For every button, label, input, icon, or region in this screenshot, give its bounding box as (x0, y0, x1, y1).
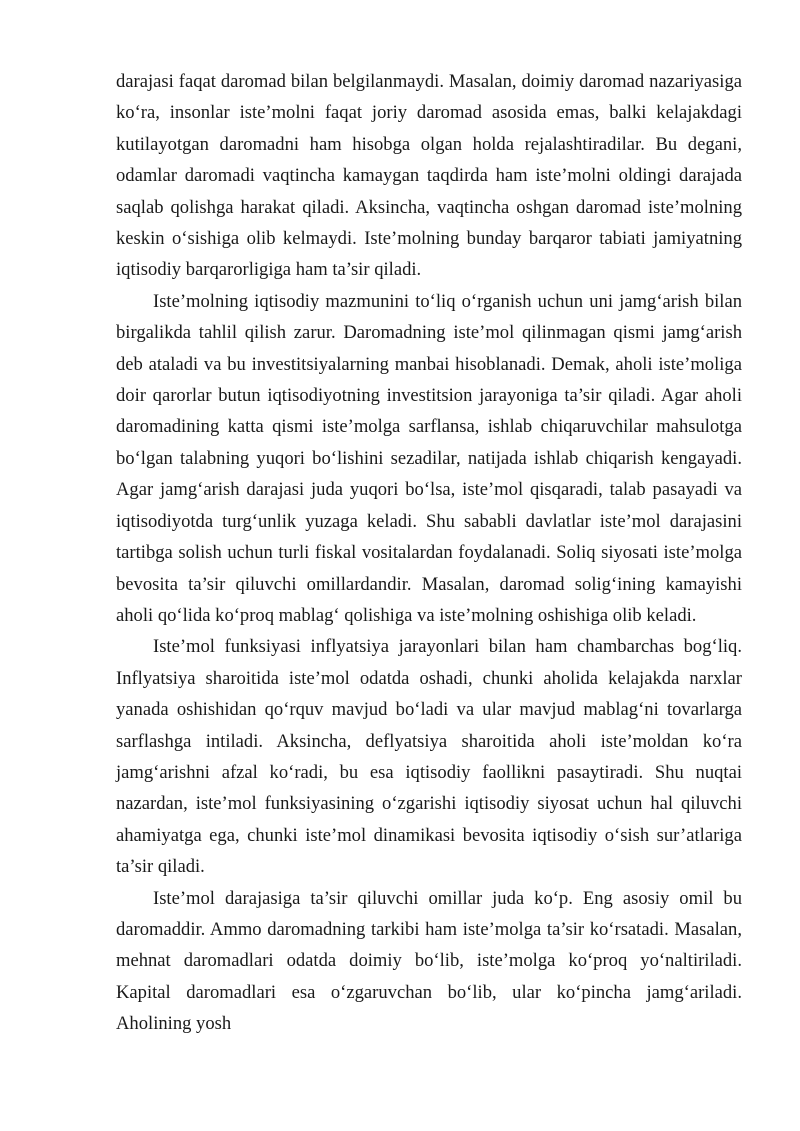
paragraph-2: Iste’molning iqtisodiy mazmunini to‘liq o‘rganish uchun uni jamg‘arish bilan birgalikda tahlil qilish zarur. Daromadning iste’mol qilinmagan qismi jamg‘arish deb ataladi va bu investitsiyalarning manbai hisoblanadi. Demak, aholi iste’moliga doir qarorlar butun iqtisodiyotning investitsion jarayoniga ta’sir qiladi. Agar aholi daromadining katta qismi iste’molga sarflansa, ishlab chiqaruvchilar mahsulotga bo‘lgan talabning yuqori bo‘lishini sezadilar, natijada ishlab chiqarish kengayadi. Agar jamg‘arish darajasi juda yuqori bo‘lsa, iste’mol qisqaradi, talab pasayadi va iqtisodiyotda turg‘unlik yuzaga keladi. Shu sababli davlatlar iste’mol darajasini tartibga solish uchun turli fiskal vositalardan foydalanadi. Soliq siyosati iste’molga bevosita ta’sir qiluvchi omillardandir. Masalan, daromad solig‘ining kamayishi aholi qo‘lida ko‘proq mablag‘ qolishiga va iste’molning oshishiga olib keladi. (116, 290, 742, 626)
document-page (116, 66, 742, 1040)
paragraph-1: darajasi faqat daromad bilan belgilanmaydi. Masalan, doimiy daromad nazariyasiga ko‘ra, insonlar iste’molni faqat joriy daromad asosida emas, balki kelajakdagi kutilayotgan daromadni ham hisobga olgan holda rejalashtiradilar. Bu degani, odamlar daromadi vaqtincha kamaygan taqdirda ham iste’molni oldingi darajada saqlab qolishga harakat qiladi. Aksincha, vaqtincha oshgan daromad iste’molning keskin o‘sishiga olib kelmaydi. Iste’molning bunday barqaror tabiati jamiyatning iqtisodiy barqarorligiga ham ta’sir qiladi. (116, 71, 742, 281)
paragraph-4: Iste’mol darajasiga ta’sir qiluvchi omillar juda ko‘p. Eng asosiy omil bu daromaddir. Ammo daromadning tarkibi ham iste’molga ta’sir ko‘rsatadi. Masalan, mehnat daromadlari odatda doimiy bo‘lib, iste’molga ko‘proq yo‘naltiriladi. Kapital daromadlari esa o‘zgaruvchan bo‘lib, ular ko‘pincha jamg‘ariladi. Aholining yosh (116, 887, 742, 1035)
paragraph-3: Iste’mol funksiyasi inflyatsiya jarayonlari bilan ham chambarchas bog‘liq. Inflyatsiya sharoitida iste’mol odatda oshadi, chunki aholida kelajakda narxlar yanada oshishidan qo‘rquv mavjud bo‘ladi va ular mavjud mablag‘ni tovarlarga sarflashga intiladi. Aksincha, deflyatsiya sharoitida aholi iste’moldan ko‘ra jamg‘arishni afzal ko‘radi, bu esa iqtisodiy faollikni pasaytiradi. Shu nuqtai nazardan, iste’mol funksiyasining o‘zgarishi iqtisodiy siyosat uchun hal qiluvchi ahamiyatga ega, chunki iste’mol dinamikasi bevosita iqtisodiy o‘sish sur’atlariga ta’sir qiladi. (116, 636, 742, 878)
